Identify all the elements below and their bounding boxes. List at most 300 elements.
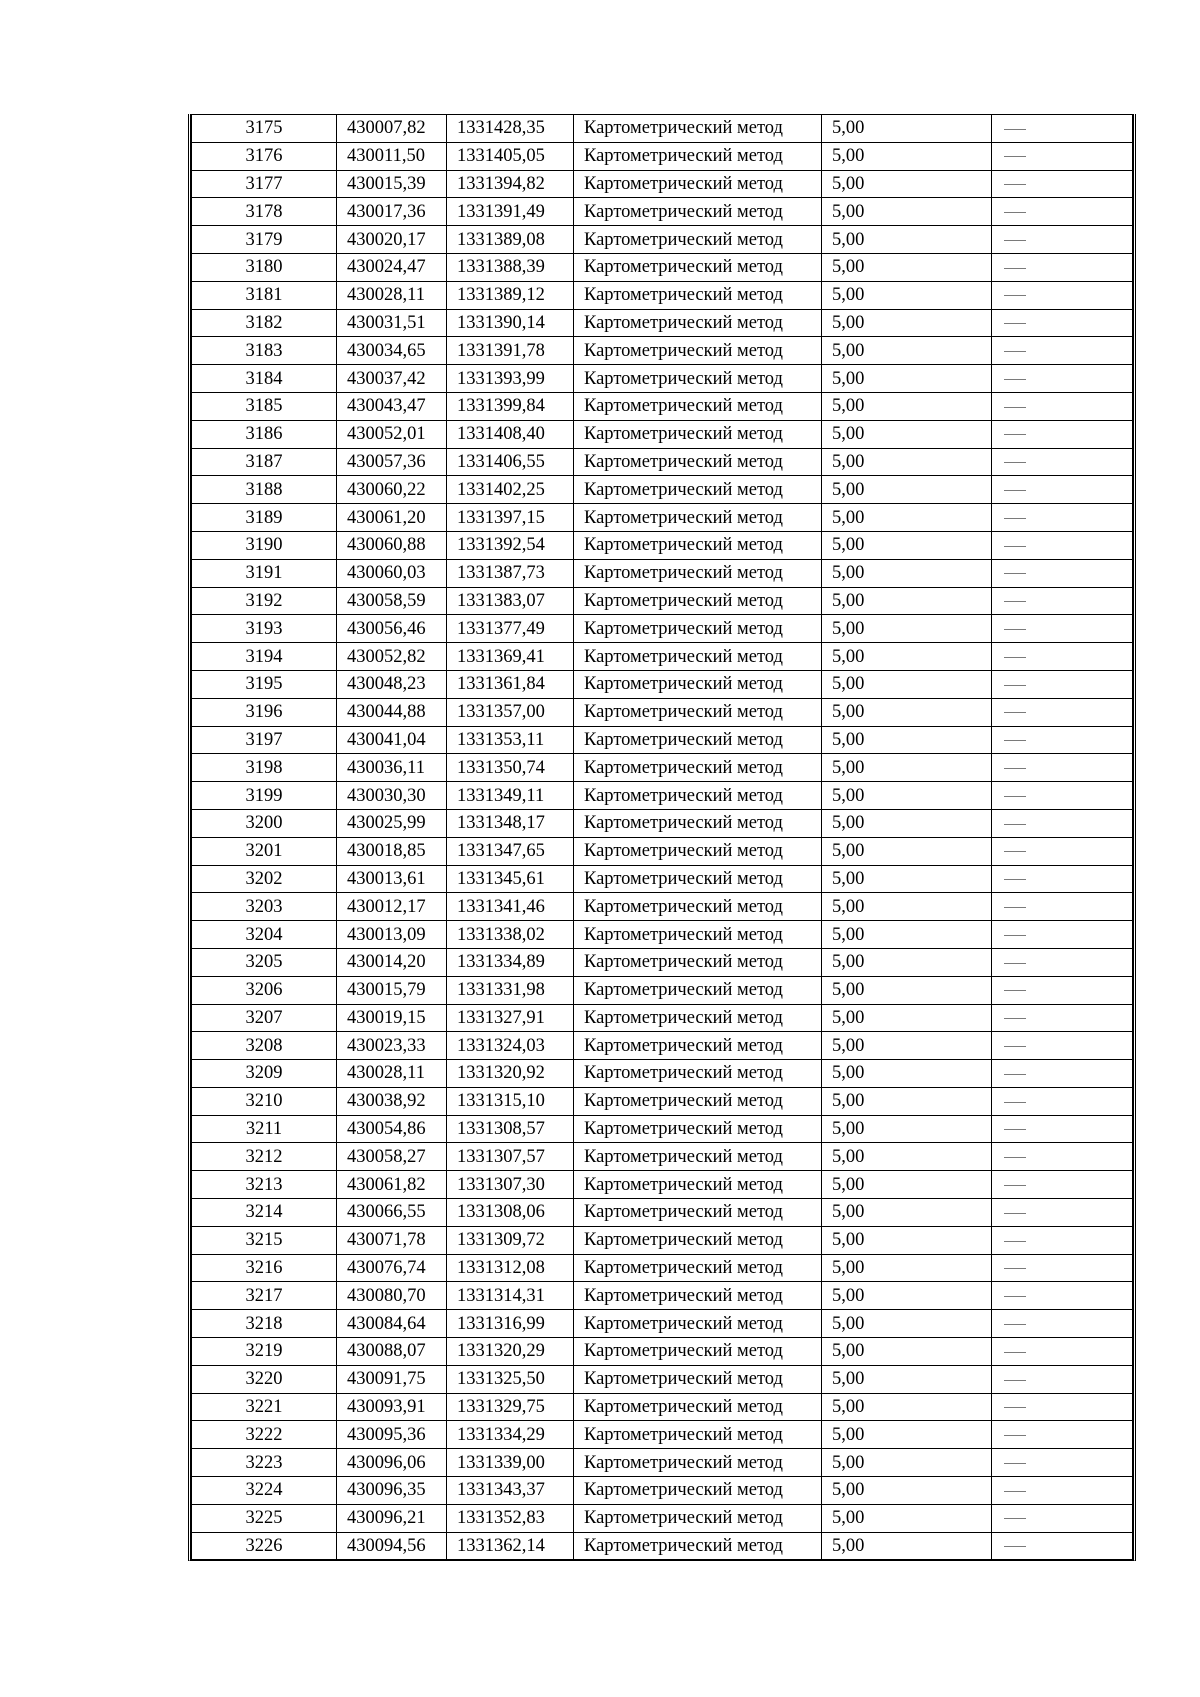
point-number-cell: 3221 bbox=[192, 1393, 337, 1421]
empty-value-dash bbox=[1004, 1352, 1026, 1353]
table-row bbox=[192, 1310, 1133, 1338]
table-row bbox=[192, 198, 1133, 226]
empty-value-dash bbox=[1004, 1185, 1026, 1186]
method-cell: Картометрический метод bbox=[574, 1532, 822, 1560]
y-coordinate-cell: 1331408,40 bbox=[447, 420, 574, 448]
description-cell bbox=[992, 420, 1133, 448]
table-row bbox=[192, 1504, 1133, 1532]
x-coordinate-cell: 430076,74 bbox=[337, 1254, 447, 1282]
accuracy-cell: 5,00 bbox=[822, 948, 992, 976]
description-cell bbox=[992, 1449, 1133, 1477]
x-coordinate-cell: 430061,82 bbox=[337, 1171, 447, 1199]
description-cell bbox=[992, 531, 1133, 559]
table-row bbox=[192, 476, 1133, 504]
accuracy-cell: 5,00 bbox=[822, 198, 992, 226]
empty-value-dash bbox=[1004, 573, 1026, 574]
method-cell: Картометрический метод bbox=[574, 1282, 822, 1310]
table-row bbox=[192, 921, 1133, 949]
accuracy-cell: 5,00 bbox=[822, 1338, 992, 1366]
table-row bbox=[192, 1477, 1133, 1505]
method-cell: Картометрический метод bbox=[574, 198, 822, 226]
y-coordinate-cell: 1331334,89 bbox=[447, 948, 574, 976]
table-row bbox=[192, 1532, 1133, 1560]
description-cell bbox=[992, 893, 1133, 921]
description-cell bbox=[992, 170, 1133, 198]
method-cell: Картометрический метод bbox=[574, 420, 822, 448]
table-row bbox=[192, 170, 1133, 198]
description-cell bbox=[992, 1421, 1133, 1449]
empty-value-dash bbox=[1004, 129, 1026, 130]
accuracy-cell: 5,00 bbox=[822, 726, 992, 754]
x-coordinate-cell: 430034,65 bbox=[337, 337, 447, 365]
description-cell bbox=[992, 1226, 1133, 1254]
empty-value-dash bbox=[1004, 1380, 1026, 1381]
x-coordinate-cell: 430094,56 bbox=[337, 1532, 447, 1560]
empty-value-dash bbox=[1004, 1074, 1026, 1075]
x-coordinate-cell: 430024,47 bbox=[337, 253, 447, 281]
description-cell bbox=[992, 281, 1133, 309]
y-coordinate-cell: 1331402,25 bbox=[447, 476, 574, 504]
accuracy-cell: 5,00 bbox=[822, 1087, 992, 1115]
point-number-cell: 3201 bbox=[192, 837, 337, 865]
coordinates-table-body bbox=[192, 115, 1133, 1560]
table-row bbox=[192, 1254, 1133, 1282]
empty-value-dash bbox=[1004, 407, 1026, 408]
empty-value-dash bbox=[1004, 351, 1026, 352]
point-number-cell: 3185 bbox=[192, 392, 337, 420]
method-cell: Картометрический метод bbox=[574, 893, 822, 921]
accuracy-cell: 5,00 bbox=[822, 1477, 992, 1505]
y-coordinate-cell: 1331406,55 bbox=[447, 448, 574, 476]
empty-value-dash bbox=[1004, 1157, 1026, 1158]
table-row bbox=[192, 698, 1133, 726]
description-cell bbox=[992, 1310, 1133, 1338]
x-coordinate-cell: 430025,99 bbox=[337, 809, 447, 837]
point-number-cell: 3225 bbox=[192, 1504, 337, 1532]
accuracy-cell: 5,00 bbox=[822, 754, 992, 782]
table-row bbox=[192, 1060, 1133, 1088]
accuracy-cell: 5,00 bbox=[822, 392, 992, 420]
empty-value-dash bbox=[1004, 990, 1026, 991]
x-coordinate-cell: 430043,47 bbox=[337, 392, 447, 420]
table-row bbox=[192, 782, 1133, 810]
y-coordinate-cell: 1331309,72 bbox=[447, 1226, 574, 1254]
accuracy-cell: 5,00 bbox=[822, 1504, 992, 1532]
x-coordinate-cell: 430080,70 bbox=[337, 1282, 447, 1310]
method-cell: Картометрический метод bbox=[574, 1310, 822, 1338]
y-coordinate-cell: 1331307,30 bbox=[447, 1171, 574, 1199]
description-cell bbox=[992, 476, 1133, 504]
x-coordinate-cell: 430058,59 bbox=[337, 587, 447, 615]
table-row bbox=[192, 809, 1133, 837]
coordinates-table bbox=[191, 114, 1133, 1560]
x-coordinate-cell: 430011,50 bbox=[337, 142, 447, 170]
accuracy-cell: 5,00 bbox=[822, 865, 992, 893]
y-coordinate-cell: 1331394,82 bbox=[447, 170, 574, 198]
method-cell: Картометрический метод bbox=[574, 1338, 822, 1366]
table-row bbox=[192, 337, 1133, 365]
method-cell: Картометрический метод bbox=[574, 1199, 822, 1227]
table-row bbox=[192, 531, 1133, 559]
accuracy-cell: 5,00 bbox=[822, 476, 992, 504]
description-cell bbox=[992, 754, 1133, 782]
description-cell bbox=[992, 921, 1133, 949]
empty-value-dash bbox=[1004, 768, 1026, 769]
y-coordinate-cell: 1331320,92 bbox=[447, 1060, 574, 1088]
empty-value-dash bbox=[1004, 1407, 1026, 1408]
table-row bbox=[192, 448, 1133, 476]
method-cell: Картометрический метод bbox=[574, 1254, 822, 1282]
method-cell: Картометрический метод bbox=[574, 309, 822, 337]
table-row bbox=[192, 392, 1133, 420]
y-coordinate-cell: 1331387,73 bbox=[447, 559, 574, 587]
accuracy-cell: 5,00 bbox=[822, 615, 992, 643]
y-coordinate-cell: 1331343,37 bbox=[447, 1477, 574, 1505]
description-cell bbox=[992, 1477, 1133, 1505]
description-cell bbox=[992, 253, 1133, 281]
y-coordinate-cell: 1331393,99 bbox=[447, 365, 574, 393]
x-coordinate-cell: 430014,20 bbox=[337, 948, 447, 976]
accuracy-cell: 5,00 bbox=[822, 1171, 992, 1199]
y-coordinate-cell: 1331388,39 bbox=[447, 253, 574, 281]
method-cell: Картометрический метод bbox=[574, 1143, 822, 1171]
accuracy-cell: 5,00 bbox=[822, 1004, 992, 1032]
empty-value-dash bbox=[1004, 1324, 1026, 1325]
point-number-cell: 3204 bbox=[192, 921, 337, 949]
x-coordinate-cell: 430048,23 bbox=[337, 670, 447, 698]
accuracy-cell: 5,00 bbox=[822, 253, 992, 281]
point-number-cell: 3210 bbox=[192, 1087, 337, 1115]
accuracy-cell: 5,00 bbox=[822, 1532, 992, 1560]
accuracy-cell: 5,00 bbox=[822, 587, 992, 615]
table-row bbox=[192, 615, 1133, 643]
table-row bbox=[192, 726, 1133, 754]
x-coordinate-cell: 430093,91 bbox=[337, 1393, 447, 1421]
x-coordinate-cell: 430066,55 bbox=[337, 1199, 447, 1227]
point-number-cell: 3213 bbox=[192, 1171, 337, 1199]
description-cell bbox=[992, 1254, 1133, 1282]
empty-value-dash bbox=[1004, 1463, 1026, 1464]
empty-value-dash bbox=[1004, 740, 1026, 741]
y-coordinate-cell: 1331325,50 bbox=[447, 1365, 574, 1393]
description-cell bbox=[992, 698, 1133, 726]
point-number-cell: 3215 bbox=[192, 1226, 337, 1254]
point-number-cell: 3202 bbox=[192, 865, 337, 893]
empty-value-dash bbox=[1004, 434, 1026, 435]
table-row bbox=[192, 1282, 1133, 1310]
empty-value-dash bbox=[1004, 212, 1026, 213]
x-coordinate-cell: 430028,11 bbox=[337, 281, 447, 309]
accuracy-cell: 5,00 bbox=[822, 531, 992, 559]
table-row bbox=[192, 837, 1133, 865]
x-coordinate-cell: 430061,20 bbox=[337, 504, 447, 532]
accuracy-cell: 5,00 bbox=[822, 420, 992, 448]
y-coordinate-cell: 1331392,54 bbox=[447, 531, 574, 559]
table-row bbox=[192, 643, 1133, 671]
y-coordinate-cell: 1331329,75 bbox=[447, 1393, 574, 1421]
point-number-cell: 3188 bbox=[192, 476, 337, 504]
empty-value-dash bbox=[1004, 1018, 1026, 1019]
method-cell: Картометрический метод bbox=[574, 948, 822, 976]
description-cell bbox=[992, 1143, 1133, 1171]
y-coordinate-cell: 1331308,57 bbox=[447, 1115, 574, 1143]
y-coordinate-cell: 1331320,29 bbox=[447, 1338, 574, 1366]
method-cell: Картометрический метод bbox=[574, 726, 822, 754]
point-number-cell: 3192 bbox=[192, 587, 337, 615]
description-cell bbox=[992, 1504, 1133, 1532]
y-coordinate-cell: 1331357,00 bbox=[447, 698, 574, 726]
method-cell: Картометрический метод bbox=[574, 1504, 822, 1532]
table-row bbox=[192, 1199, 1133, 1227]
accuracy-cell: 5,00 bbox=[822, 337, 992, 365]
point-number-cell: 3226 bbox=[192, 1532, 337, 1560]
empty-value-dash bbox=[1004, 156, 1026, 157]
y-coordinate-cell: 1331314,31 bbox=[447, 1282, 574, 1310]
y-coordinate-cell: 1331352,83 bbox=[447, 1504, 574, 1532]
x-coordinate-cell: 430096,06 bbox=[337, 1449, 447, 1477]
method-cell: Картометрический метод bbox=[574, 1449, 822, 1477]
accuracy-cell: 5,00 bbox=[822, 1115, 992, 1143]
point-number-cell: 3180 bbox=[192, 253, 337, 281]
empty-value-dash bbox=[1004, 462, 1026, 463]
method-cell: Картометрический метод bbox=[574, 670, 822, 698]
point-number-cell: 3194 bbox=[192, 643, 337, 671]
y-coordinate-cell: 1331327,91 bbox=[447, 1004, 574, 1032]
description-cell bbox=[992, 392, 1133, 420]
x-coordinate-cell: 430052,01 bbox=[337, 420, 447, 448]
x-coordinate-cell: 430023,33 bbox=[337, 1032, 447, 1060]
x-coordinate-cell: 430030,30 bbox=[337, 782, 447, 810]
empty-value-dash bbox=[1004, 629, 1026, 630]
y-coordinate-cell: 1331341,46 bbox=[447, 893, 574, 921]
description-cell bbox=[992, 782, 1133, 810]
method-cell: Картометрический метод bbox=[574, 754, 822, 782]
description-cell bbox=[992, 559, 1133, 587]
description-cell bbox=[992, 337, 1133, 365]
table-row bbox=[192, 115, 1133, 143]
empty-value-dash bbox=[1004, 546, 1026, 547]
table-row bbox=[192, 559, 1133, 587]
accuracy-cell: 5,00 bbox=[822, 170, 992, 198]
point-number-cell: 3205 bbox=[192, 948, 337, 976]
description-cell bbox=[992, 115, 1133, 143]
y-coordinate-cell: 1331349,11 bbox=[447, 782, 574, 810]
accuracy-cell: 5,00 bbox=[822, 893, 992, 921]
empty-value-dash bbox=[1004, 295, 1026, 296]
y-coordinate-cell: 1331339,00 bbox=[447, 1449, 574, 1477]
point-number-cell: 3217 bbox=[192, 1282, 337, 1310]
description-cell bbox=[992, 226, 1133, 254]
point-number-cell: 3223 bbox=[192, 1449, 337, 1477]
description-cell bbox=[992, 1338, 1133, 1366]
description-cell bbox=[992, 726, 1133, 754]
empty-value-dash bbox=[1004, 1241, 1026, 1242]
accuracy-cell: 5,00 bbox=[822, 559, 992, 587]
accuracy-cell: 5,00 bbox=[822, 115, 992, 143]
point-number-cell: 3187 bbox=[192, 448, 337, 476]
x-coordinate-cell: 430017,36 bbox=[337, 198, 447, 226]
description-cell bbox=[992, 142, 1133, 170]
x-coordinate-cell: 430058,27 bbox=[337, 1143, 447, 1171]
table-row bbox=[192, 865, 1133, 893]
description-cell bbox=[992, 448, 1133, 476]
accuracy-cell: 5,00 bbox=[822, 1032, 992, 1060]
accuracy-cell: 5,00 bbox=[822, 1393, 992, 1421]
empty-value-dash bbox=[1004, 1268, 1026, 1269]
y-coordinate-cell: 1331389,12 bbox=[447, 281, 574, 309]
method-cell: Картометрический метод bbox=[574, 1060, 822, 1088]
point-number-cell: 3212 bbox=[192, 1143, 337, 1171]
description-cell bbox=[992, 1393, 1133, 1421]
description-cell bbox=[992, 1032, 1133, 1060]
accuracy-cell: 5,00 bbox=[822, 782, 992, 810]
y-coordinate-cell: 1331345,61 bbox=[447, 865, 574, 893]
point-number-cell: 3186 bbox=[192, 420, 337, 448]
y-coordinate-cell: 1331362,14 bbox=[447, 1532, 574, 1560]
empty-value-dash bbox=[1004, 1435, 1026, 1436]
table-row bbox=[192, 504, 1133, 532]
accuracy-cell: 5,00 bbox=[822, 643, 992, 671]
description-cell bbox=[992, 1282, 1133, 1310]
point-number-cell: 3218 bbox=[192, 1310, 337, 1338]
y-coordinate-cell: 1331307,57 bbox=[447, 1143, 574, 1171]
y-coordinate-cell: 1331361,84 bbox=[447, 670, 574, 698]
y-coordinate-cell: 1331316,99 bbox=[447, 1310, 574, 1338]
x-coordinate-cell: 430037,42 bbox=[337, 365, 447, 393]
point-number-cell: 3198 bbox=[192, 754, 337, 782]
method-cell: Картометрический метод bbox=[574, 1004, 822, 1032]
empty-value-dash bbox=[1004, 184, 1026, 185]
x-coordinate-cell: 430060,03 bbox=[337, 559, 447, 587]
description-cell bbox=[992, 365, 1133, 393]
point-number-cell: 3183 bbox=[192, 337, 337, 365]
accuracy-cell: 5,00 bbox=[822, 504, 992, 532]
description-cell bbox=[992, 1060, 1133, 1088]
y-coordinate-cell: 1331390,14 bbox=[447, 309, 574, 337]
accuracy-cell: 5,00 bbox=[822, 837, 992, 865]
x-coordinate-cell: 430020,17 bbox=[337, 226, 447, 254]
y-coordinate-cell: 1331348,17 bbox=[447, 809, 574, 837]
description-cell bbox=[992, 643, 1133, 671]
y-coordinate-cell: 1331334,29 bbox=[447, 1421, 574, 1449]
point-number-cell: 3214 bbox=[192, 1199, 337, 1227]
description-cell bbox=[992, 809, 1133, 837]
method-cell: Картометрический метод bbox=[574, 253, 822, 281]
x-coordinate-cell: 430060,88 bbox=[337, 531, 447, 559]
table-row bbox=[192, 1421, 1133, 1449]
y-coordinate-cell: 1331350,74 bbox=[447, 754, 574, 782]
accuracy-cell: 5,00 bbox=[822, 1449, 992, 1477]
method-cell: Картометрический метод bbox=[574, 1393, 822, 1421]
point-number-cell: 3184 bbox=[192, 365, 337, 393]
method-cell: Картометрический метод bbox=[574, 809, 822, 837]
empty-value-dash bbox=[1004, 379, 1026, 380]
method-cell: Картометрический метод bbox=[574, 476, 822, 504]
empty-value-dash bbox=[1004, 1046, 1026, 1047]
accuracy-cell: 5,00 bbox=[822, 1310, 992, 1338]
method-cell: Картометрический метод bbox=[574, 1087, 822, 1115]
table-row bbox=[192, 1393, 1133, 1421]
table-row bbox=[192, 1338, 1133, 1366]
method-cell: Картометрический метод bbox=[574, 531, 822, 559]
accuracy-cell: 5,00 bbox=[822, 1282, 992, 1310]
method-cell: Картометрический метод bbox=[574, 504, 822, 532]
point-number-cell: 3176 bbox=[192, 142, 337, 170]
point-number-cell: 3175 bbox=[192, 115, 337, 143]
accuracy-cell: 5,00 bbox=[822, 1199, 992, 1227]
description-cell bbox=[992, 1365, 1133, 1393]
x-coordinate-cell: 430095,36 bbox=[337, 1421, 447, 1449]
x-coordinate-cell: 430096,35 bbox=[337, 1477, 447, 1505]
x-coordinate-cell: 430028,11 bbox=[337, 1060, 447, 1088]
x-coordinate-cell: 430007,82 bbox=[337, 115, 447, 143]
empty-value-dash bbox=[1004, 657, 1026, 658]
y-coordinate-cell: 1331391,78 bbox=[447, 337, 574, 365]
method-cell: Картометрический метод bbox=[574, 1226, 822, 1254]
description-cell bbox=[992, 1087, 1133, 1115]
table-row bbox=[192, 1087, 1133, 1115]
y-coordinate-cell: 1331389,08 bbox=[447, 226, 574, 254]
description-cell bbox=[992, 976, 1133, 1004]
y-coordinate-cell: 1331397,15 bbox=[447, 504, 574, 532]
y-coordinate-cell: 1331383,07 bbox=[447, 587, 574, 615]
point-number-cell: 3199 bbox=[192, 782, 337, 810]
x-coordinate-cell: 430056,46 bbox=[337, 615, 447, 643]
empty-value-dash bbox=[1004, 518, 1026, 519]
method-cell: Картометрический метод bbox=[574, 643, 822, 671]
description-cell bbox=[992, 198, 1133, 226]
x-coordinate-cell: 430012,17 bbox=[337, 893, 447, 921]
point-number-cell: 3193 bbox=[192, 615, 337, 643]
x-coordinate-cell: 430041,04 bbox=[337, 726, 447, 754]
x-coordinate-cell: 430015,39 bbox=[337, 170, 447, 198]
accuracy-cell: 5,00 bbox=[822, 448, 992, 476]
accuracy-cell: 5,00 bbox=[822, 1365, 992, 1393]
method-cell: Картометрический метод bbox=[574, 170, 822, 198]
table-row bbox=[192, 1226, 1133, 1254]
x-coordinate-cell: 430036,11 bbox=[337, 754, 447, 782]
y-coordinate-cell: 1331353,11 bbox=[447, 726, 574, 754]
description-cell bbox=[992, 1004, 1133, 1032]
accuracy-cell: 5,00 bbox=[822, 1254, 992, 1282]
description-cell bbox=[992, 615, 1133, 643]
empty-value-dash bbox=[1004, 1518, 1026, 1519]
method-cell: Картометрический метод bbox=[574, 1477, 822, 1505]
table-row bbox=[192, 309, 1133, 337]
point-number-cell: 3222 bbox=[192, 1421, 337, 1449]
empty-value-dash bbox=[1004, 851, 1026, 852]
empty-value-dash bbox=[1004, 1491, 1026, 1492]
accuracy-cell: 5,00 bbox=[822, 1060, 992, 1088]
method-cell: Картометрический метод bbox=[574, 559, 822, 587]
x-coordinate-cell: 430031,51 bbox=[337, 309, 447, 337]
y-coordinate-cell: 1331391,49 bbox=[447, 198, 574, 226]
description-cell bbox=[992, 670, 1133, 698]
table-row bbox=[192, 281, 1133, 309]
empty-value-dash bbox=[1004, 1296, 1026, 1297]
point-number-cell: 3200 bbox=[192, 809, 337, 837]
table-row bbox=[192, 1115, 1133, 1143]
point-number-cell: 3181 bbox=[192, 281, 337, 309]
table-row bbox=[192, 893, 1133, 921]
empty-value-dash bbox=[1004, 1546, 1026, 1547]
point-number-cell: 3211 bbox=[192, 1115, 337, 1143]
point-number-cell: 3196 bbox=[192, 698, 337, 726]
accuracy-cell: 5,00 bbox=[822, 226, 992, 254]
point-number-cell: 3197 bbox=[192, 726, 337, 754]
method-cell: Картометрический метод bbox=[574, 281, 822, 309]
method-cell: Картометрический метод bbox=[574, 782, 822, 810]
